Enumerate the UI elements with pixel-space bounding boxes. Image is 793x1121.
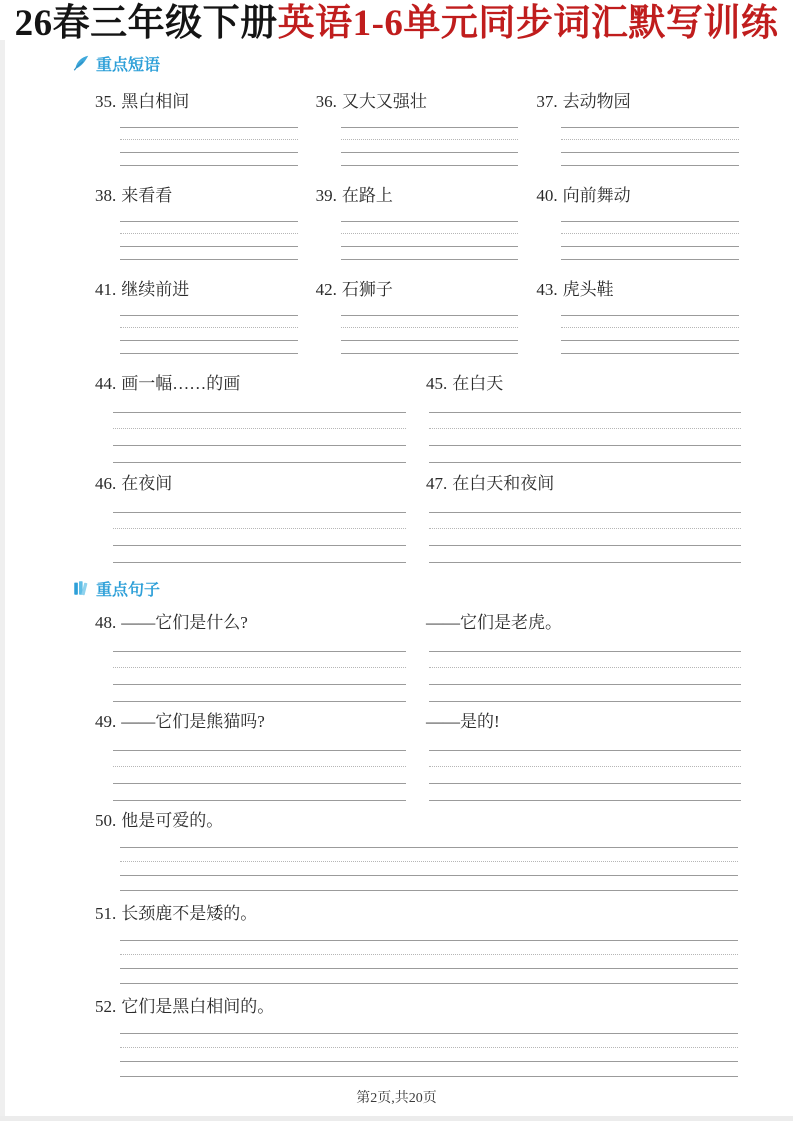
- writing-line-solid: [429, 545, 741, 546]
- item-number: 42.: [315, 279, 337, 299]
- writing-grid: [341, 127, 519, 166]
- writing-line-solid: [120, 315, 298, 316]
- writing-line-solid: [120, 340, 298, 341]
- writing-line-solid: [561, 152, 739, 153]
- writing-line-dotted: [120, 327, 298, 328]
- item-text: 去动物园: [562, 91, 631, 111]
- item-number: 43.: [536, 279, 558, 299]
- writing-grid: [561, 221, 739, 260]
- writing-line-solid: [120, 246, 298, 247]
- writing-line-solid: [341, 315, 519, 316]
- writing-line-solid: [429, 445, 741, 446]
- writing-line-solid: [120, 890, 738, 891]
- page-number: 第2页,共20页: [356, 1091, 437, 1106]
- phrase-item-44: [95, 373, 410, 463]
- phrase-item-39: [316, 185, 523, 260]
- page-title: [0, 0, 793, 46]
- writing-grid: [429, 651, 741, 702]
- writing-line-solid: [113, 701, 406, 702]
- phrase-row-35-37: [95, 91, 743, 166]
- sentence-item-52: [95, 996, 741, 1077]
- writing-line-solid: [429, 800, 741, 801]
- writing-line-dotted: [120, 139, 298, 140]
- writing-grid: [429, 750, 741, 801]
- writing-line-solid: [341, 259, 519, 260]
- writing-line-solid: [429, 562, 741, 563]
- writing-line-solid: [113, 800, 406, 801]
- sentence-pair-49: [95, 711, 741, 801]
- sentence-text: 他是可爱的。: [121, 810, 224, 830]
- writing-line-solid: [429, 512, 741, 513]
- writing-line-dotted: [113, 528, 406, 529]
- writing-line-solid: [113, 462, 406, 463]
- writing-line-solid: [120, 221, 298, 222]
- writing-line-dotted: [341, 327, 519, 328]
- item-number: 46.: [95, 473, 117, 493]
- sentence-text: 它们是黑白相间的。: [121, 996, 275, 1016]
- writing-line-dotted: [113, 428, 406, 429]
- item-number: 40.: [536, 185, 558, 205]
- item-text: 又大又强壮: [341, 91, 427, 111]
- item-text: 继续前进: [121, 279, 190, 299]
- writing-grid: [561, 127, 739, 166]
- writing-line-solid: [113, 651, 406, 652]
- writing-line-solid: [120, 968, 738, 969]
- writing-line-solid: [429, 462, 741, 463]
- writing-line-solid: [120, 983, 738, 984]
- pen-icon: [72, 54, 90, 72]
- writing-grid: [113, 412, 406, 463]
- phrase-item-41: [95, 279, 302, 354]
- writing-line-solid: [561, 127, 739, 128]
- writing-grid: [341, 315, 519, 354]
- phrase-row-41-43: [95, 279, 743, 354]
- writing-line-solid: [341, 165, 519, 166]
- item-text: 在夜间: [121, 473, 173, 493]
- writing-line-solid: [429, 750, 741, 751]
- phrase-item-47: [426, 473, 741, 563]
- sentence-text: 长颈鹿不是矮的。: [121, 903, 258, 923]
- writing-line-solid: [429, 651, 741, 652]
- writing-line-solid: [561, 353, 739, 354]
- writing-line-solid: [120, 152, 298, 153]
- phrase-item-35: [95, 91, 302, 166]
- writing-line-solid: [561, 259, 739, 260]
- writing-grid: [120, 221, 298, 260]
- writing-line-dotted: [561, 233, 739, 234]
- writing-line-solid: [120, 353, 298, 354]
- writing-grid: [120, 315, 298, 354]
- writing-grid: [120, 847, 738, 891]
- writing-line-solid: [120, 875, 738, 876]
- writing-line-solid: [341, 246, 519, 247]
- writing-grid: [341, 221, 519, 260]
- writing-line-solid: [113, 412, 406, 413]
- writing-line-solid: [113, 783, 406, 784]
- writing-line-solid: [113, 750, 406, 751]
- writing-line-solid: [561, 165, 739, 166]
- item-number: 36.: [315, 91, 337, 111]
- phrase-row-46-47: [95, 473, 741, 563]
- phrase-row-38-40: [95, 185, 743, 260]
- sentence-answer: ——它们是老虎。: [426, 612, 562, 632]
- writing-line-solid: [113, 562, 406, 563]
- writing-line-dotted: [341, 233, 519, 234]
- section-header-sentences: [72, 577, 793, 600]
- sentence-question: ——它们是什么?: [121, 612, 248, 632]
- writing-line-solid: [120, 165, 298, 166]
- sentence-pair-48: [95, 612, 741, 702]
- item-text: 石狮子: [341, 279, 393, 299]
- item-number: 52.: [95, 996, 117, 1016]
- item-text: 黑白相间: [121, 91, 190, 111]
- item-number: 37.: [536, 91, 558, 111]
- item-number: 44.: [95, 373, 117, 393]
- item-number: 51.: [95, 903, 117, 923]
- writing-line-solid: [113, 684, 406, 685]
- writing-line-solid: [113, 445, 406, 446]
- writing-grid: [561, 315, 739, 354]
- item-text: 向前舞动: [562, 185, 631, 205]
- writing-line-solid: [113, 545, 406, 546]
- writing-line-solid: [341, 353, 519, 354]
- item-number: 45.: [426, 373, 448, 393]
- item-text: 虎头鞋: [562, 279, 614, 299]
- writing-line-solid: [429, 412, 741, 413]
- sentence-answer: ——是的!: [426, 711, 500, 731]
- item-number: 39.: [315, 185, 337, 205]
- phrase-item-38: [95, 185, 302, 260]
- section-header-phrases: [72, 52, 793, 75]
- writing-line-dotted: [120, 233, 298, 234]
- item-number: 48.: [95, 612, 117, 632]
- writing-grid: [120, 127, 298, 166]
- writing-line-solid: [120, 1061, 738, 1062]
- sentence-question: ——它们是熊猫吗?: [121, 711, 265, 731]
- item-number: 50.: [95, 810, 117, 830]
- writing-line-solid: [561, 246, 739, 247]
- writing-line-solid: [561, 221, 739, 222]
- item-number: 38.: [95, 185, 117, 205]
- writing-grid: [113, 512, 406, 563]
- writing-line-solid: [341, 152, 519, 153]
- item-text: 画一幅……的画: [121, 373, 241, 393]
- writing-line-solid: [120, 1033, 738, 1034]
- phrase-item-43: [536, 279, 743, 354]
- item-number: 41.: [95, 279, 117, 299]
- title-prefix: 26春三年级下册: [14, 3, 278, 44]
- writing-line-dotted: [113, 667, 406, 668]
- writing-line-solid: [341, 127, 519, 128]
- item-number: 49.: [95, 711, 117, 731]
- writing-grid: [429, 512, 741, 563]
- writing-line-dotted: [429, 428, 741, 429]
- writing-line-dotted: [561, 327, 739, 328]
- writing-grid: [120, 940, 738, 984]
- writing-line-dotted: [429, 667, 741, 668]
- section-title-phrases: 重点短语: [96, 56, 161, 74]
- writing-line-dotted: [120, 1047, 738, 1048]
- phrase-row-44-45: [95, 373, 741, 463]
- item-text: 在白天: [452, 373, 504, 393]
- phrase-item-46: [95, 473, 410, 563]
- writing-line-solid: [120, 127, 298, 128]
- writing-grid: [113, 651, 406, 702]
- books-icon: [72, 579, 90, 597]
- title-suffix: 英语1-6单元同步词汇默写训练: [277, 3, 779, 44]
- writing-line-dotted: [113, 766, 406, 767]
- phrase-item-36: [316, 91, 523, 166]
- scan-edge-bottom: [0, 1116, 793, 1121]
- sentence-item-50: [95, 810, 741, 891]
- writing-grid: [120, 1033, 738, 1077]
- item-text: 在白天和夜间: [452, 473, 555, 493]
- section-title-sentences: 重点句子: [96, 581, 161, 599]
- writing-line-solid: [341, 221, 519, 222]
- writing-line-solid: [120, 940, 738, 941]
- phrase-item-45: [426, 373, 741, 463]
- item-number: 35.: [95, 91, 117, 111]
- item-number: 47.: [426, 473, 448, 493]
- phrase-item-37: [536, 91, 743, 166]
- phrase-item-42: [316, 279, 523, 354]
- writing-line-dotted: [120, 861, 738, 862]
- item-text: 来看看: [121, 185, 173, 205]
- writing-grid: [113, 750, 406, 801]
- writing-line-solid: [113, 512, 406, 513]
- writing-line-solid: [120, 259, 298, 260]
- writing-line-dotted: [120, 954, 738, 955]
- writing-line-solid: [341, 340, 519, 341]
- writing-line-solid: [120, 847, 738, 848]
- writing-line-solid: [561, 315, 739, 316]
- phrase-item-40: [536, 185, 743, 260]
- writing-line-solid: [429, 783, 741, 784]
- writing-line-solid: [120, 1076, 738, 1077]
- writing-line-dotted: [429, 528, 741, 529]
- scan-edge-left: [0, 40, 5, 1121]
- writing-line-dotted: [561, 139, 739, 140]
- writing-grid: [429, 412, 741, 463]
- sentence-item-51: [95, 903, 741, 984]
- writing-line-dotted: [429, 766, 741, 767]
- writing-line-solid: [561, 340, 739, 341]
- writing-line-dotted: [341, 139, 519, 140]
- writing-line-solid: [429, 684, 741, 685]
- writing-line-solid: [429, 701, 741, 702]
- item-text: 在路上: [341, 185, 393, 205]
